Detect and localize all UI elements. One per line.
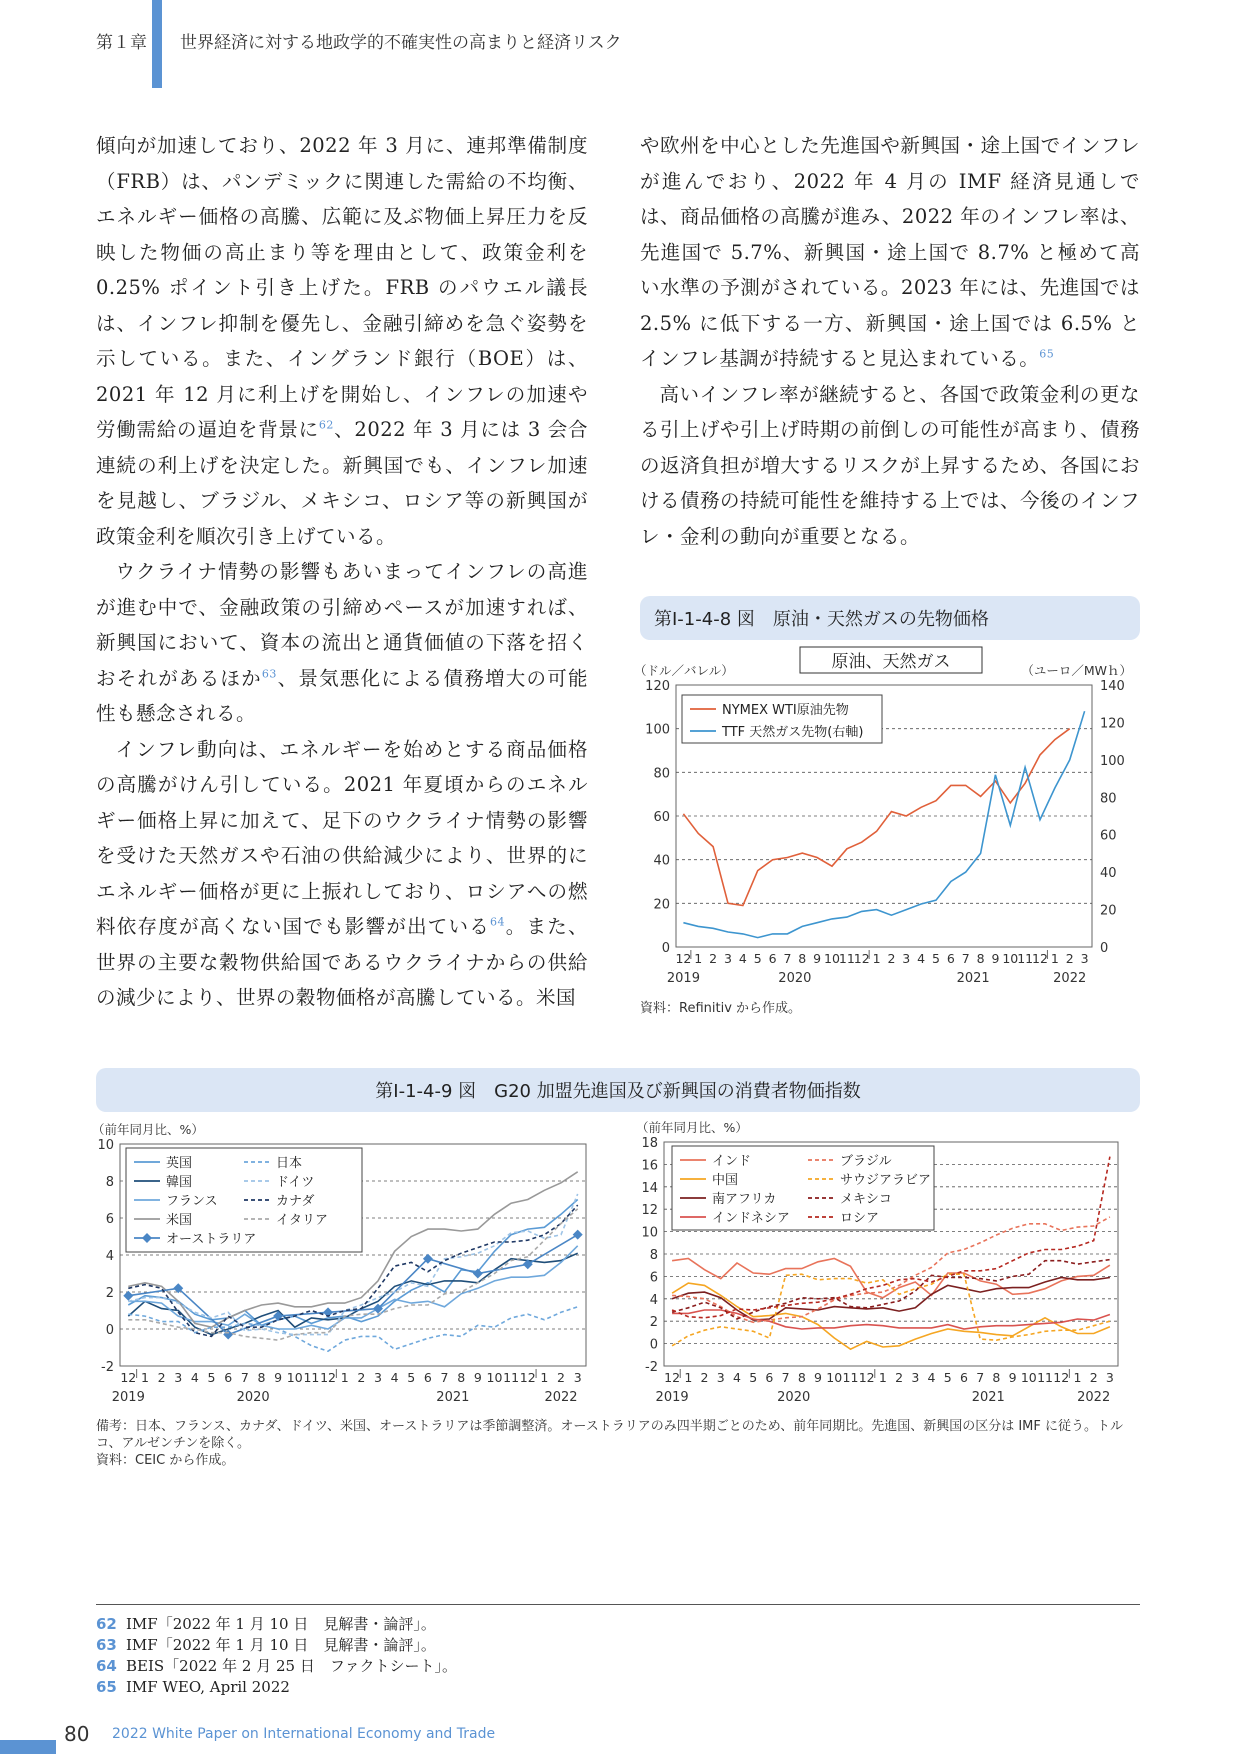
y-tick-label: 40 bbox=[653, 853, 670, 869]
chart-title: 原油、天然ガス bbox=[831, 652, 951, 672]
year-label: 2020 bbox=[236, 1390, 270, 1405]
y-right-tick-label: 20 bbox=[1100, 903, 1117, 919]
legend-label: イタリア bbox=[276, 1213, 329, 1228]
y-tick-label: 10 bbox=[97, 1138, 114, 1153]
y-tick-label: 2 bbox=[649, 1315, 658, 1331]
figure-title: 第Ⅰ-1-4-9 図 G20 加盟先進国及び新興国の消費者物価指数 bbox=[96, 1068, 1140, 1112]
x-tick-label: 12 bbox=[120, 1370, 137, 1385]
x-tick-label: 12 bbox=[858, 1370, 875, 1385]
legend-label: カナダ bbox=[276, 1194, 315, 1209]
x-tick-label: 7 bbox=[783, 951, 792, 966]
x-tick-label: 12 bbox=[519, 1370, 536, 1385]
figure-source: 資料：Refinitiv から作成。 bbox=[640, 1001, 802, 1016]
x-tick-label: 12 bbox=[1053, 1370, 1070, 1385]
series-marker bbox=[573, 1230, 583, 1240]
paragraph: 高いインフレ率が継続すると、各国で政策金利の更なる引上げや引上げ時期の前倒しの可能性が高まり、債務の返済負担が増大するリスクが上昇するため、各国における債務の持続可能性を維持する上では、今後のインフレ・金利の動向が重要となる。 bbox=[640, 382, 1141, 548]
oil-gas-futures-chart bbox=[630, 645, 1150, 1000]
x-tick-label: 5 bbox=[943, 1370, 952, 1385]
year-label: 2020 bbox=[778, 971, 812, 986]
paragraph: インフレ動向は、エネルギーを始めとする商品価格の高騰がけん引している。2021 年夏頃からのエネルギー価格上昇に加えて、足下のウクライナ情勢の影響を受けた天然ガスや石油の供給減少により、世界的にエネルギー価格が更に上振れしており、ロシアへの燃料依存度が高くない国でも影響が出ている$^{64}$。また、世界の主要な穀物供給国であるウクライナからの供給の減少により、世界の穀物価格が高騰している。米国 bbox=[96, 737, 588, 1009]
year-label: 2021 bbox=[971, 1390, 1005, 1405]
footnote: 64 BEIS「2022 年 2 月 25 日 ファクトシート」。 bbox=[96, 1657, 458, 1675]
series-line bbox=[672, 1259, 1110, 1298]
paragraph: ウクライナ情勢の影響もあいまってインフレの高進が進む中で、金融政策の引締めペースが加速すれば、新興国において、資本の流出と通貨価値の下落を招くおそれがあるほか$^{63}$、景気悪化による債務増大の可能性も懸念される。 bbox=[96, 560, 588, 725]
y-right-tick-label: 60 bbox=[1100, 828, 1117, 844]
y-tick-label: 6 bbox=[105, 1212, 114, 1227]
y-tick-label: 8 bbox=[105, 1175, 114, 1190]
text-column-right bbox=[640, 128, 1140, 554]
x-tick-label: 5 bbox=[932, 951, 940, 966]
y-right-tick-label: 0 bbox=[1100, 941, 1109, 956]
footnote-ref[interactable]: 62 bbox=[318, 418, 334, 432]
footnote-ref[interactable]: 65 bbox=[1039, 347, 1055, 361]
x-tick-label: 2 bbox=[709, 951, 718, 966]
x-tick-label: 6 bbox=[224, 1370, 233, 1385]
x-tick-label: 3 bbox=[902, 951, 911, 966]
x-tick-label: 12 bbox=[320, 1370, 336, 1385]
x-tick-label: 9 bbox=[991, 951, 1000, 966]
year-label: 2019 bbox=[666, 971, 700, 986]
legend-label: 米国 bbox=[166, 1213, 193, 1228]
x-tick-label: 11 bbox=[842, 1370, 859, 1385]
legend-label: インドネシア bbox=[712, 1211, 790, 1226]
paragraph: 傾向が加速しており、2022 年 3 月に、連邦準備制度（FRB）は、パンデミックに関連した需給の不均衡、エネルギー価格の高騰、広範に及ぶ物価上昇圧力を反映した物価の高止まり等を理由として、政策金利を 0.25% ポイント引き上げた。FRB のパウエル議長は、インフレ抑制を優先し、金融引締めを急ぐ姿勢を示している。また、イングランド銀行（BOE）は、2021 年 12 月に利上げを開始し、インフレの加速や労働需給の逼迫を背景に$^{62}$、2022 年 3 月には 3 会合連続の利上げを決定した。新興国でも、インフレ加速を見越し、ブラジル、メキシコ、ロシア等の新興国が政策金利を順次引き上げている。 bbox=[96, 134, 588, 548]
legend-label: ドイツ bbox=[276, 1175, 315, 1190]
legend-label: ロシア bbox=[840, 1211, 880, 1226]
y-tick-label: 8 bbox=[649, 1248, 658, 1263]
y-right-tick-label: 140 bbox=[1100, 679, 1125, 694]
x-tick-label: 11 bbox=[303, 1370, 320, 1385]
legend-label: 南アフリカ bbox=[712, 1192, 777, 1207]
y-tick-label: 14 bbox=[641, 1180, 658, 1196]
page-number: 80 bbox=[64, 1722, 90, 1746]
year-label: 2022 bbox=[1077, 1390, 1111, 1405]
y-tick-label: 0 bbox=[661, 941, 670, 956]
y-tick-label: 4 bbox=[105, 1249, 114, 1264]
x-tick-label: 7 bbox=[240, 1370, 249, 1385]
footnote: 65 IMF WEO, April 2022 bbox=[96, 1678, 290, 1696]
x-tick-label: 4 bbox=[190, 1370, 199, 1385]
x-tick-label: 12 bbox=[853, 951, 870, 966]
x-tick-label: 1 bbox=[1073, 1370, 1082, 1385]
x-tick-label: 5 bbox=[753, 951, 762, 966]
series-marker bbox=[123, 1291, 133, 1301]
y-axis-label: （ドル／バレル） bbox=[634, 663, 734, 678]
legend-label: メキシコ bbox=[840, 1192, 892, 1207]
x-tick-label: 2 bbox=[1089, 1370, 1098, 1385]
y-tick-label: 60 bbox=[653, 810, 670, 825]
x-tick-label: 8 bbox=[797, 1370, 806, 1385]
x-tick-label: 2 bbox=[895, 1370, 904, 1385]
x-tick-label: 9 bbox=[1008, 1370, 1017, 1385]
x-tick-label: 12 bbox=[675, 951, 692, 966]
legend-label: サウジアラビア bbox=[840, 1173, 932, 1188]
y-tick-label: 6 bbox=[649, 1270, 658, 1286]
legend-label: インド bbox=[712, 1154, 752, 1169]
year-label: 2019 bbox=[655, 1390, 689, 1405]
legend-label: TTF 天然ガス先物(右軸) bbox=[722, 725, 864, 740]
x-tick-label: 6 bbox=[959, 1370, 968, 1385]
year-label: 2022 bbox=[544, 1390, 578, 1405]
x-tick-label: 3 bbox=[373, 1370, 382, 1385]
y-right-tick-label: 120 bbox=[1100, 716, 1125, 732]
footnote: 63 IMF「2022 年 1 月 10 日 見解書・論評」。 bbox=[96, 1636, 436, 1654]
legend-label: オーストラリア bbox=[166, 1232, 257, 1247]
x-tick-label: 6 bbox=[765, 1370, 774, 1385]
x-tick-label: 5 bbox=[749, 1370, 758, 1385]
x-tick-label: 8 bbox=[257, 1370, 266, 1385]
y-tick-label: 120 bbox=[645, 679, 670, 694]
year-label: 2019 bbox=[111, 1390, 145, 1405]
x-tick-label: 2 bbox=[157, 1370, 166, 1385]
y-right-axis-label: （ユーロ／MWｈ） bbox=[1021, 663, 1132, 678]
year-label: 2021 bbox=[956, 971, 990, 986]
x-tick-label: 10 bbox=[824, 951, 840, 966]
legend-label: ブラジル bbox=[840, 1154, 892, 1169]
header-accent-bar bbox=[152, 0, 162, 88]
x-tick-label: 7 bbox=[440, 1370, 449, 1385]
x-tick-label: 8 bbox=[457, 1370, 466, 1385]
footer-title: 2022 White Paper on International Economy and Trade bbox=[112, 1726, 496, 1742]
y-tick-label: -2 bbox=[101, 1360, 114, 1375]
x-tick-label: 5 bbox=[207, 1370, 216, 1385]
x-tick-label: 1 bbox=[878, 1370, 887, 1385]
legend-label: 日本 bbox=[276, 1156, 303, 1171]
chapter-title: 世界経済に対する地政学的不確実性の高まりと経済リスク bbox=[180, 33, 622, 53]
y-tick-label: 4 bbox=[649, 1292, 658, 1308]
x-tick-label: 1 bbox=[540, 1370, 549, 1385]
y-tick-label: 18 bbox=[641, 1136, 658, 1151]
x-tick-label: 1 bbox=[694, 951, 703, 966]
legend-label: 中国 bbox=[712, 1173, 739, 1188]
x-tick-label: 6 bbox=[946, 951, 955, 966]
footnote-rule bbox=[96, 1604, 1140, 1605]
x-tick-label: 6 bbox=[768, 951, 777, 966]
year-label: 2022 bbox=[1053, 971, 1087, 986]
x-tick-label: 11 bbox=[1037, 1370, 1053, 1385]
x-tick-label: 10 bbox=[1020, 1370, 1037, 1385]
x-tick-label: 2 bbox=[357, 1370, 366, 1385]
x-tick-label: 2 bbox=[1065, 951, 1074, 966]
footnote-ref[interactable]: 63 bbox=[261, 667, 277, 680]
legend-label: フランス bbox=[166, 1194, 218, 1209]
cpi-emerging-chart bbox=[630, 1112, 1150, 1418]
x-tick-label: 10 bbox=[1002, 951, 1019, 966]
x-tick-label: 4 bbox=[390, 1370, 399, 1385]
chapter-label: 第１章 bbox=[96, 33, 147, 53]
y-tick-label: -2 bbox=[645, 1360, 658, 1375]
x-tick-label: 1 bbox=[140, 1370, 149, 1385]
x-tick-label: 8 bbox=[992, 1370, 1001, 1385]
year-label: 2021 bbox=[436, 1390, 470, 1405]
x-tick-label: 4 bbox=[732, 1370, 741, 1385]
x-tick-label: 3 bbox=[724, 951, 732, 966]
x-tick-label: 12 bbox=[664, 1370, 681, 1385]
x-tick-label: 7 bbox=[976, 1370, 985, 1385]
x-tick-label: 3 bbox=[911, 1370, 920, 1385]
y-tick-label: 10 bbox=[641, 1225, 658, 1241]
x-tick-label: 5 bbox=[407, 1370, 416, 1385]
footnotes bbox=[96, 1614, 457, 1698]
figure-title: 第Ⅰ-1-4-8 図 原油・天然ガスの先物価格 bbox=[640, 596, 1140, 640]
x-tick-label: 9 bbox=[473, 1370, 482, 1385]
y-right-tick-label: 80 bbox=[1100, 791, 1117, 807]
x-tick-label: 8 bbox=[976, 951, 985, 966]
x-tick-label: 4 bbox=[917, 951, 926, 966]
x-tick-label: 3 bbox=[174, 1370, 183, 1385]
legend-label: NYMEX WTI原油先物 bbox=[722, 703, 849, 718]
x-tick-label: 7 bbox=[961, 951, 970, 966]
figure-source: 資料：CEIC から作成。 bbox=[96, 1453, 235, 1468]
y-axis-label: （前年同月比、%） bbox=[92, 1122, 204, 1137]
x-tick-label: 10 bbox=[286, 1370, 303, 1385]
x-tick-label: 4 bbox=[738, 951, 747, 966]
x-tick-label: 3 bbox=[573, 1370, 582, 1385]
x-tick-label: 2 bbox=[887, 951, 896, 966]
footer-accent-bar bbox=[0, 1740, 56, 1754]
y-tick-label: 12 bbox=[641, 1203, 658, 1219]
year-label: 2020 bbox=[777, 1390, 811, 1405]
x-tick-label: 9 bbox=[274, 1370, 283, 1385]
footnote-ref[interactable]: 64 bbox=[490, 915, 506, 929]
x-tick-label: 2 bbox=[700, 1370, 709, 1385]
x-tick-label: 8 bbox=[798, 951, 807, 966]
series-marker bbox=[473, 1269, 483, 1279]
x-tick-label: 12 bbox=[1032, 951, 1048, 966]
y-tick-label: 20 bbox=[653, 897, 670, 913]
y-tick-label: 80 bbox=[653, 766, 670, 782]
x-tick-label: 11 bbox=[838, 951, 855, 966]
x-tick-label: 1 bbox=[684, 1370, 693, 1385]
x-tick-label: 11 bbox=[1017, 951, 1034, 966]
legend-label: 英国 bbox=[166, 1156, 193, 1171]
y-right-tick-label: 40 bbox=[1100, 866, 1117, 882]
figure-note: 備考：日本、フランス、カナダ、ドイツ、米国、オーストラリアは季節調整済。オーストラリアのみ四半期ごとのため、前年同期比。先進国、新興国の区分は IMF に従う。トルコ、アルゼンチンを除く。 bbox=[96, 1419, 1123, 1451]
x-tick-label: 10 bbox=[486, 1370, 503, 1385]
x-tick-label: 1 bbox=[1050, 951, 1059, 966]
cpi-advanced-chart bbox=[86, 1118, 596, 1418]
x-tick-label: 1 bbox=[340, 1370, 349, 1385]
y-tick-label: 0 bbox=[649, 1337, 658, 1353]
x-tick-label: 11 bbox=[503, 1370, 520, 1385]
x-tick-label: 3 bbox=[716, 1370, 725, 1385]
x-tick-label: 9 bbox=[814, 1370, 823, 1385]
y-tick-label: 0 bbox=[105, 1323, 114, 1338]
legend-label: 韓国 bbox=[166, 1175, 193, 1190]
footnote: 62 IMF「2022 年 1 月 10 日 見解書・論評」。 bbox=[96, 1615, 436, 1633]
y-right-tick-label: 100 bbox=[1100, 753, 1125, 769]
y-axis-label: （前年同月比、%） bbox=[636, 1120, 748, 1135]
x-tick-label: 6 bbox=[423, 1370, 432, 1385]
x-tick-label: 4 bbox=[927, 1370, 936, 1385]
x-tick-label: 7 bbox=[781, 1370, 790, 1385]
y-tick-label: 2 bbox=[105, 1286, 114, 1301]
x-tick-label: 3 bbox=[1080, 951, 1089, 966]
x-tick-label: 2 bbox=[557, 1370, 566, 1385]
x-tick-label: 1 bbox=[872, 951, 881, 966]
x-tick-label: 10 bbox=[826, 1370, 843, 1385]
y-tick-label: 16 bbox=[641, 1158, 658, 1174]
text-column-left bbox=[96, 128, 588, 1016]
x-tick-label: 3 bbox=[1105, 1370, 1114, 1385]
y-tick-label: 100 bbox=[645, 722, 670, 738]
x-tick-label: 9 bbox=[813, 951, 822, 966]
paragraph: や欧州を中心とした先進国や新興国・途上国でインフレが進んでおり、2022 年 4 月の IMF 経済見通しでは、商品価格の高騰が進み、2022 年のインフレ率は、先進国で 5.7%、新興国・途上国で 8.7% と極めて高い水準の予測がされている。2023 年には、先進国では 2.5% に低下する一方、新興国・途上国では 6.5% とインフレ基調が持続すると見込まれている。$^{65}$ bbox=[640, 134, 1140, 370]
